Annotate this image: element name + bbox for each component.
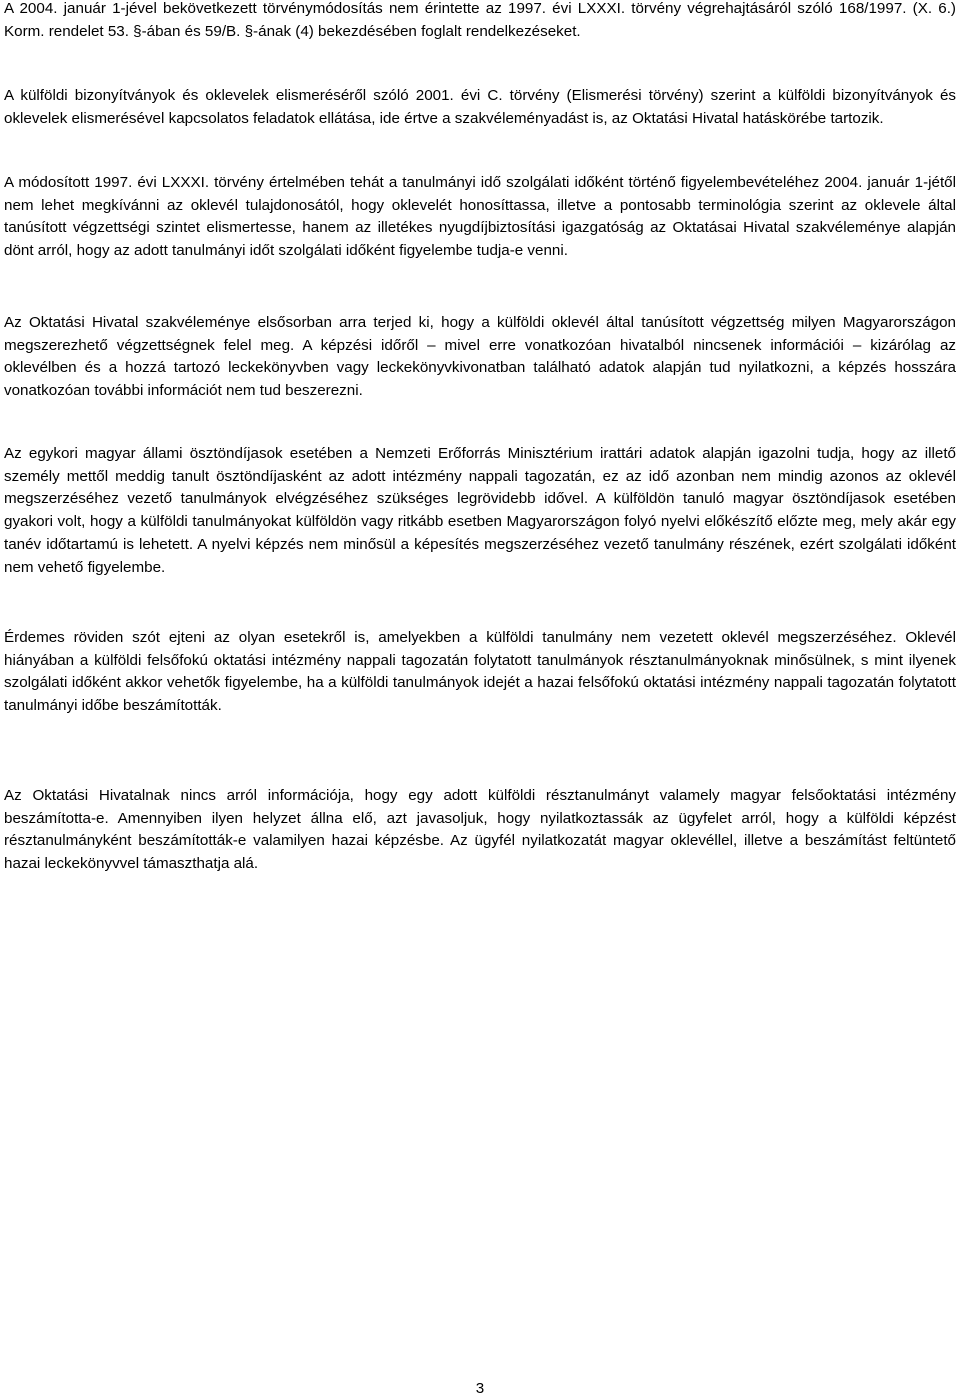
paragraph-6: Érdemes röviden szót ejteni az olyan esetekről is, amelyekben a külföldi tanulmány nem vezetett oklevél megszerzéséhez. Oklevél hiányában a külföldi felsőfokú oktatási intézmény nappali tagozatán folytatott tanulmányok résztanulmányoknak minősülnek, s mint ilyenek szolgálati időként akkor vehetők figyelembe, ha a külföldi tanulmányok idejét a hazai felsőfokú oktatási intézmény nappali tagozatán folytatott tanulmányi időbe beszámították.	[4, 629, 956, 715]
paragraph-5: Az egykori magyar állami ösztöndíjasok esetében a Nemzeti Erőforrás Minisztérium irattári adatok alapján igazolni tudja, hogy az illető személy mettől meddig tanult ösztöndíjasként az adott intézmény nappali tagozatán, ez az idő azonban nem mindig azonos az oklevél megszerzéséhez vezető tanulmányok elvégzéséhez szükséges legrövidebb idővel. A külföldön tanuló magyar ösztöndíjasok esetében gyakori volt, hogy a külföldi tanulmányokat külföldön vagy ritkább esetben Magyarországon folyó nyelvi előkészítő előzte meg, mely akár egy tanév időtartamú is lehetett. A nyelvi képzés nem minősül a képesítés megszerzéséhez vezető tanulmány részének, ezért szolgálati időként nem vehető figyelembe.	[4, 445, 956, 576]
paragraph-2: A külföldi bizonyítványok és oklevelek elismeréséről szóló 2001. évi C. törvény (Elismerési törvény) szerint a külföldi bizonyítványok és oklevelek elismerésével kapcsolatos feladatok ellátása, ide értve a szakvéleményadást is, az Oktatási Hivatal hatáskörébe tartozik.	[4, 87, 956, 127]
paragraph-3: A módosított 1997. évi LXXXI. törvény értelmében tehát a tanulmányi idő szolgálati időként történő figyelembevételéhez 2004. január 1-jétől nem lehet megkívánni az oklevél tulajdonosától, hogy oklevelét honosíttassa, illetve a pontosabb terminológia szerint az oklevele által tanúsított végzettségi szintet elismertesse, hanem az illetékes nyugdíjbiztosítási igazgatóság az Oktatásai Hivatal szakvéleménye alapján dönt arról, hogy az adott tanulmányi időt szolgálati időként figyelembe tudja-e venni.	[4, 174, 956, 260]
page-number	[0, 1380, 960, 1398]
paragraph-1: A 2004. január 1-jével bekövetkezett törvénymódosítás nem érintette az 1997. évi LXXXI. törvény végrehajtásáról szóló 168/1997. (X. 6.) Korm. rendelet 53. §-ában és 59/B. §-ának (4) bekezdésében foglalt rendelkezéseket.	[4, 0, 956, 40]
page-number-label: 3	[475, 1380, 485, 1397]
paragraph-4: Az Oktatási Hivatal szakvéleménye elsősorban arra terjed ki, hogy a külföldi oklevél által tanúsított végzettség milyen Magyarországon megszerezhető végzettségnek felel meg. A képzési időről – mivel erre vonatkozóan hivatalból nincsenek információi – kizárólag az oklevélben és a hozzá tartozó leckekönyvben vagy leckekönyvkivonatban található adatok alapján tud nyilatkozni, a képzés hosszára vonatkozóan további információt nem tud beszerezni.	[4, 314, 956, 400]
paragraph-7: Az Oktatási Hivatalnak nincs arról információja, hogy egy adott külföldi résztanulmányt valamely magyar felsőoktatási intézmény beszámította-e. Amennyiben ilyen helyzet állna elő, azt javasoljuk, hogy nyilatkoztassák az ügyfelet arról, hogy a külföldi képzést résztanulmányként beszámították-e valamilyen hazai képzésbe. Az ügyfél nyilatkozatát magyar oklevéllel, illetve a beszámítást feltüntető hazai leckekönyvvel támaszthatja alá.	[4, 787, 956, 873]
